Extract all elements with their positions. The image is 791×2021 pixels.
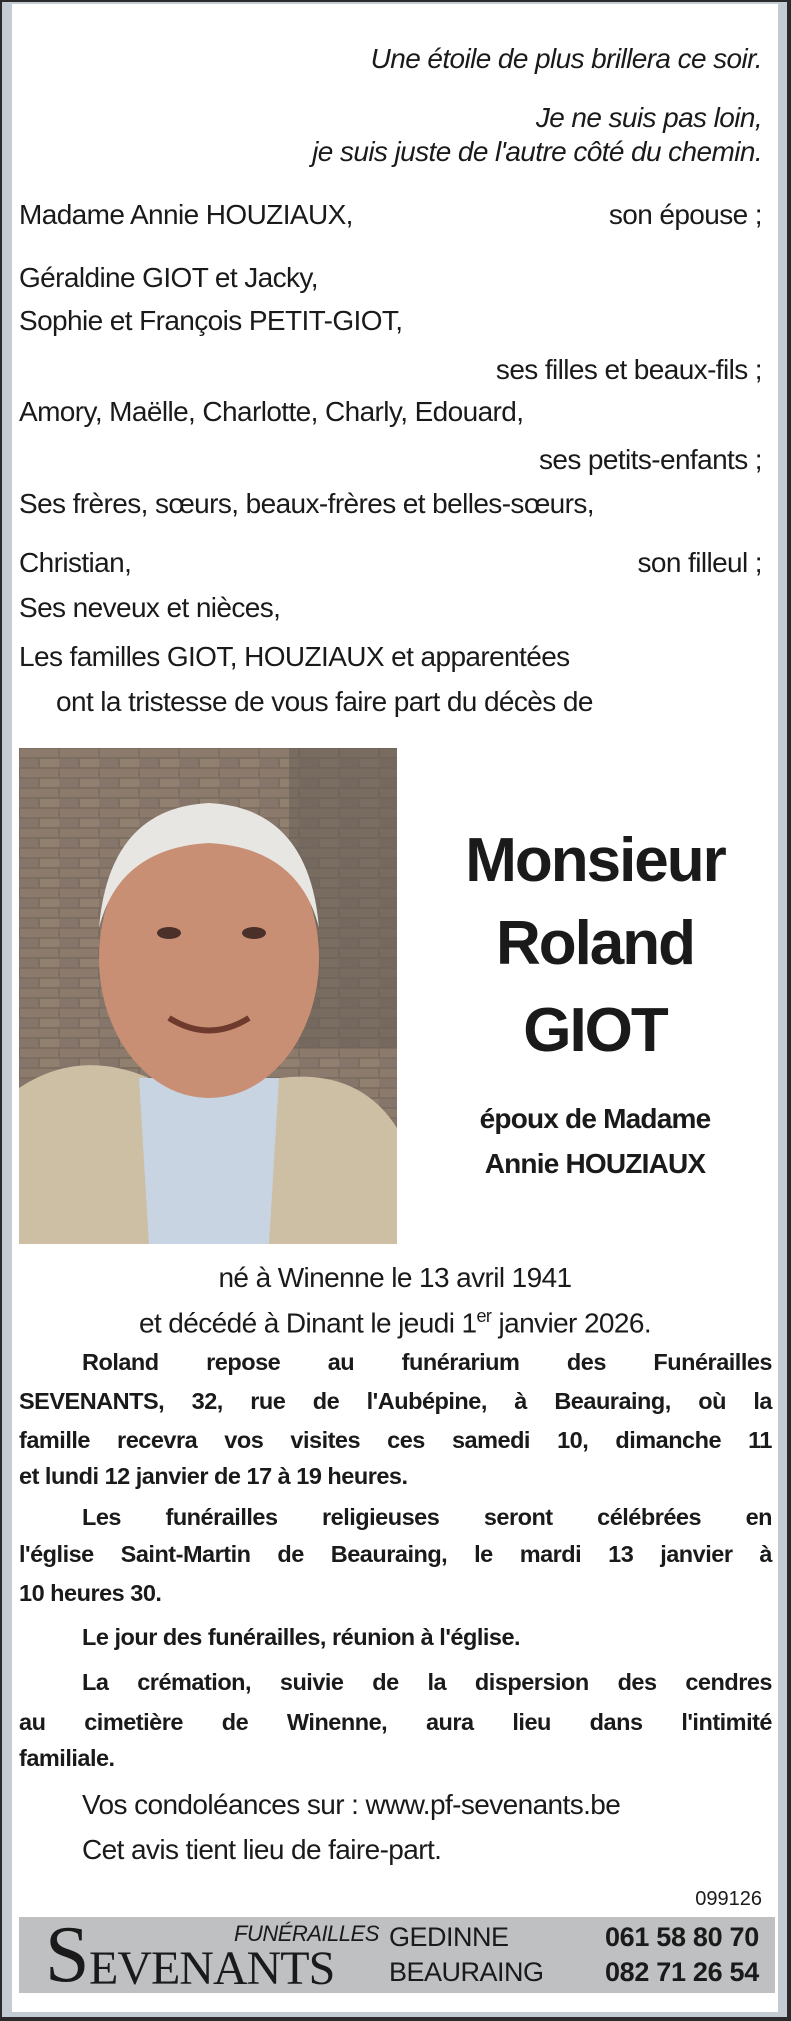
family-member: Christian, bbox=[19, 547, 132, 578]
family-member: Géraldine GIOT et Jacky, bbox=[19, 262, 318, 293]
family-role: ses petits-enfants ; bbox=[538, 444, 762, 475]
family-member: Amory, Maëlle, Charlotte, Charly, Edouard, bbox=[19, 396, 524, 427]
para-line: 10 heures 30. bbox=[19, 1580, 162, 1606]
para-line: au cimetière de Winenne, aura lieu dans l'intimité bbox=[19, 1709, 772, 1735]
obituary-notice bbox=[12, 4, 778, 2012]
logo-name: EVENANTS bbox=[89, 1942, 335, 1995]
city-beauraing: BEAURAING bbox=[389, 1957, 544, 1987]
family-member: Ses frères, sœurs, beaux-frères et belles-sœurs, bbox=[19, 488, 594, 519]
portrait-image bbox=[19, 748, 397, 1244]
deceased-last-name: GIOT bbox=[523, 996, 667, 1065]
family-role: son filleul ; bbox=[637, 547, 762, 578]
city-gedinne: GEDINNE bbox=[389, 1922, 509, 1952]
para-line: Les funérailles religieuses seront célébrées en bbox=[82, 1504, 772, 1530]
logo-initial: S bbox=[45, 1911, 90, 1999]
deceased-photo bbox=[19, 748, 397, 1244]
condolences-link[interactable]: Vos condoléances sur : www.pf-sevenants.be bbox=[82, 1789, 621, 1820]
death-info-text: et décédé à Dinant le jeudi 1 bbox=[138, 1307, 477, 1339]
spouse-line: Annie HOUZIAUX bbox=[484, 1148, 706, 1179]
deceased-first-name: Roland bbox=[495, 909, 695, 978]
phone-gedinne[interactable]: 061 58 80 70 bbox=[604, 1922, 759, 1952]
phone-beauraing[interactable]: 082 71 26 54 bbox=[604, 1957, 759, 1987]
deceased-title: Monsieur bbox=[465, 826, 725, 895]
death-info bbox=[12, 1299, 778, 1340]
quote-line: je suis juste de l'autre côté du chemin. bbox=[312, 136, 762, 167]
para-line: famille recevra vos visites ces samedi 10, dimanche 11 bbox=[19, 1427, 772, 1453]
family-role: ses filles et beaux-fils ; bbox=[495, 354, 762, 385]
para-line: SEVENANTS, 32, rue de l'Aubépine, à Beauraing, où la bbox=[19, 1388, 772, 1414]
funeral-home-banner bbox=[19, 1911, 775, 1999]
para-line: familiale. bbox=[19, 1745, 115, 1771]
para-line: La crémation, suivie de la dispersion des cendres bbox=[82, 1669, 772, 1695]
family-member: Ses neveux et nièces, bbox=[19, 592, 281, 623]
death-info-text: janvier 2026. bbox=[491, 1307, 652, 1339]
reference-number: 099126 bbox=[695, 1888, 762, 1910]
quote-line: Je ne suis pas loin, bbox=[535, 102, 762, 133]
family-member: Sophie et François PETIT-GIOT, bbox=[19, 305, 403, 336]
family-member: Les familles GIOT, HOUZIAUX et apparentées bbox=[19, 641, 570, 672]
para-line: Le jour des funérailles, réunion à l'église. bbox=[82, 1624, 521, 1650]
death-info-sup: er bbox=[476, 1306, 492, 1326]
spouse-line: époux de Madame bbox=[479, 1103, 711, 1134]
announcement: ont la tristesse de vous faire part du décès de bbox=[56, 686, 593, 717]
quote-line: Une étoile de plus brillera ce soir. bbox=[370, 43, 762, 74]
family-role: son épouse ; bbox=[608, 199, 762, 230]
birth-info: né à Winenne le 13 avril 1941 bbox=[218, 1262, 572, 1293]
para-line: l'église Saint-Martin de Beauraing, le mardi 13 janvier à bbox=[19, 1541, 772, 1567]
logo-subtitle: FUNÉRAILLES bbox=[234, 1921, 379, 1946]
family-member: Madame Annie HOUZIAUX, bbox=[19, 199, 353, 230]
notice-text: Cet avis tient lieu de faire-part. bbox=[82, 1834, 442, 1865]
para-line: et lundi 12 janvier de 17 à 19 heures. bbox=[19, 1463, 408, 1489]
para-line: Roland repose au funérarium des Funérailles bbox=[82, 1349, 772, 1375]
